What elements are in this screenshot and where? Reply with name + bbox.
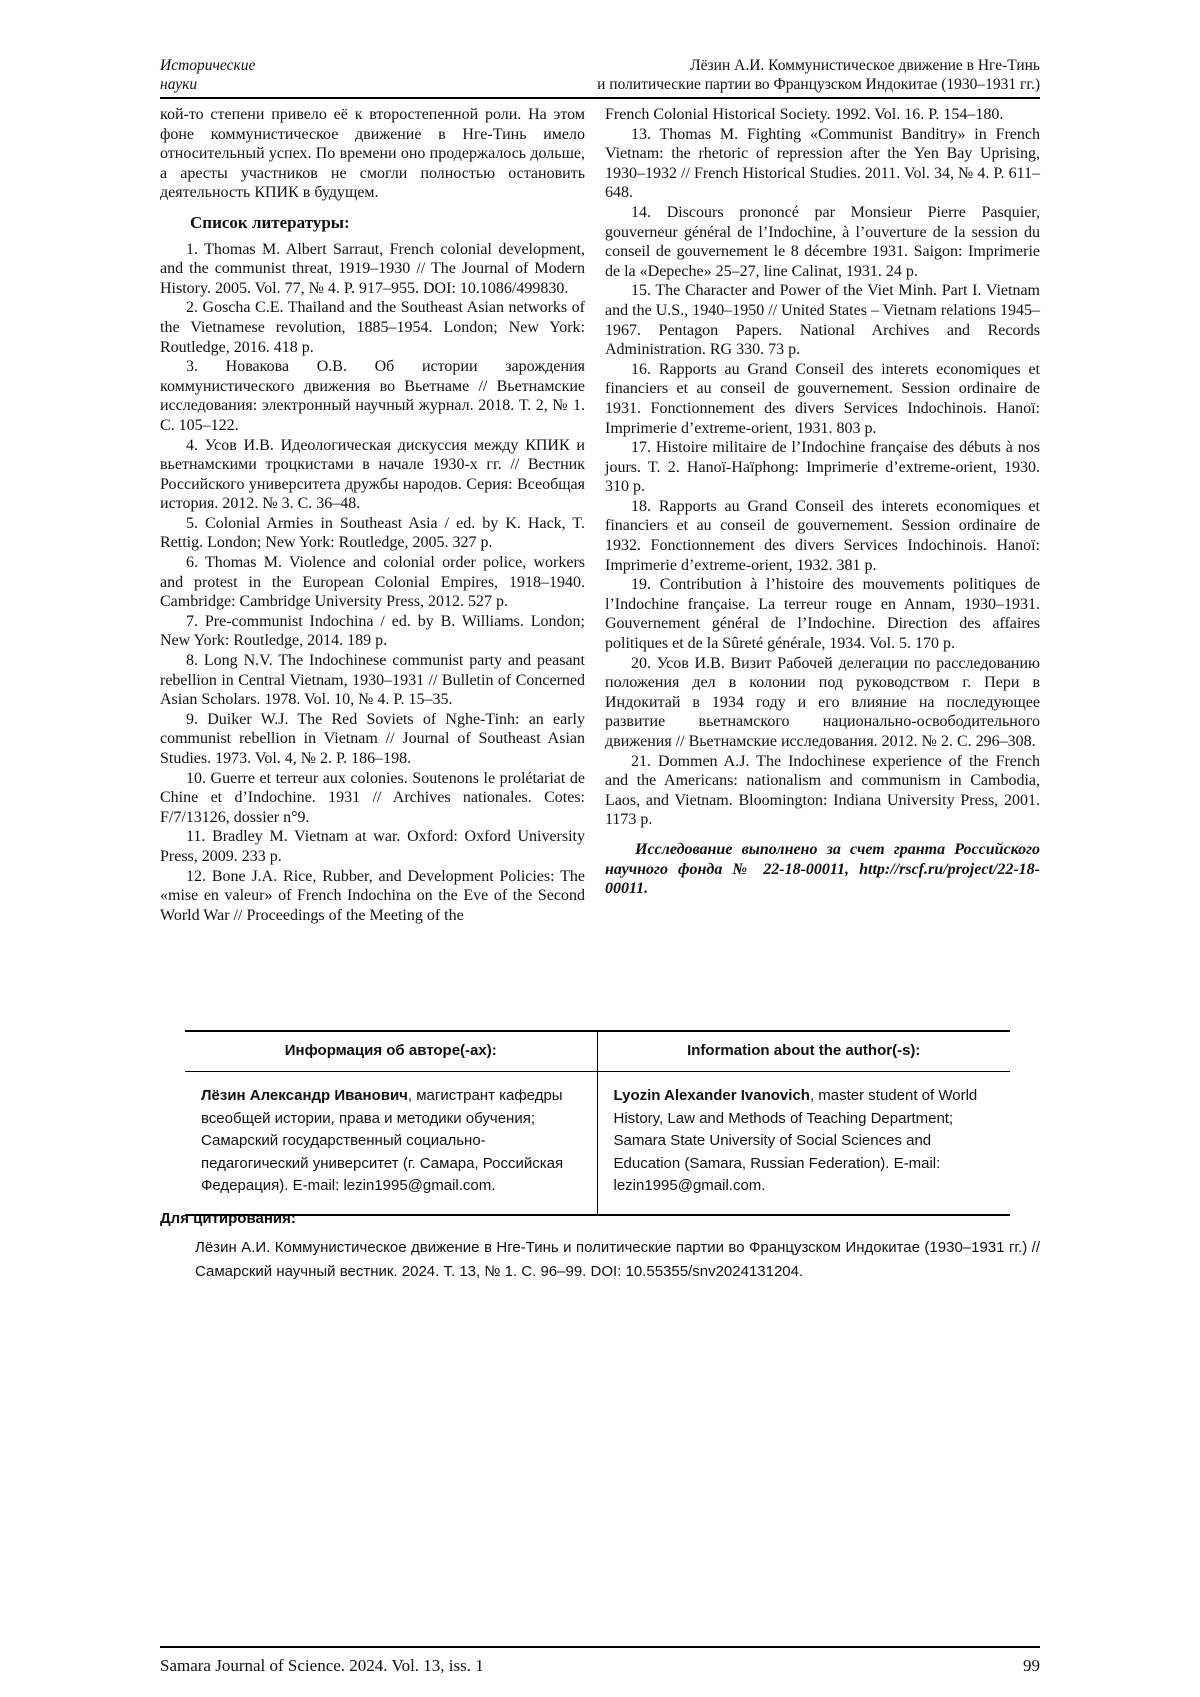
reference-item: 18. Rapports au Grand Conseil des interets economiques et financiers et au conseil de gouvernement. Session ordinaire de 1932. Fonctionnement des divers Services Indochinois. Hanoï: Imprimerie d’extreme-orient, 1932. 381 p.	[605, 497, 1040, 574]
citation-block	[160, 1210, 1040, 1284]
reference-item: 14. Discours prononcé par Monsieur Pierre Pasquier, gouverneur général de l’Indochine, à l’ouverture de la session du conseil de gouvernement le 8 décembre 1931. Saigon: Imprimerie de la «Depeche» 25–27, line Calinat, 1931. 24 p.	[605, 203, 1040, 280]
reference-item: 20. Усов И.В. Визит Рабочей делегации по расследованию положения дел в колонии под руководством г. Пери в Индокитай в 1934 году и его влияние на последующее развитие вьетнамского национально-освободительного движения // Вьетнамские исследования. 2012. № 2. С. 296–308.	[605, 654, 1040, 750]
citation-label: Для цитирования:	[160, 1210, 296, 1227]
author-name-en: Lyozin Alexander Ivanovich	[613, 1087, 810, 1104]
section-label-line2: науки	[160, 76, 198, 93]
reference-item: 11. Bradley M. Vietnam at war. Oxford: Oxford University Press, 2009. 233 p.	[160, 828, 585, 865]
author-info-table	[185, 1030, 1010, 1216]
page-footer	[160, 1646, 1040, 1676]
references-heading: Список литературы:	[190, 212, 350, 232]
author-table-body-row	[185, 1072, 1010, 1214]
reference-item: 2. Goscha C.E. Thailand and the Southeast Asian networks of the Vietnamese revolution, 1885–1954. London; New York: Routledge, 2016. 418 p.	[160, 299, 585, 356]
author-name-ru: Лёзин Александр Иванович	[201, 1087, 408, 1104]
journal-title: Samara Journal of Science. 2024. Vol. 13, iss. 1	[160, 1656, 484, 1675]
table-header-en: Information about the author(-s):	[598, 1032, 1011, 1072]
section-label-line1: Исторические	[160, 57, 256, 74]
reference-item: 3. Новакова О.В. Об истории зарождения коммунистического движения во Вьетнаме // Вьетнамские исследования: электронный научный журнал. 2018. Т. 2, № 1. С. 105–122.	[160, 358, 585, 434]
reference-item: 12. Bone J.A. Rice, Rubber, and Development Policies: The «mise en valeur» of French Indochina on the Eve of the Second World War // Proceedings of the Meeting of the	[160, 867, 585, 924]
reference-item: 5. Colonial Armies in Southeast Asia / ed. by K. Hack, T. Rettig. London; New York: Routledge, 2005. 327 p.	[160, 514, 585, 552]
header-divider	[160, 97, 1040, 99]
running-title-line1: Лёзин А.И. Коммунистическое движение в Нге-Тинь	[690, 57, 1040, 74]
author-table-header-row	[185, 1032, 1010, 1072]
reference-item: 6. Thomas M. Violence and colonial order police, workers and protest in the European Colonial Empires, 1918–1940. Cambridge: Cambridge University Press, 2012. 527 p.	[160, 554, 585, 611]
right-column	[605, 105, 1040, 925]
reference-item: 15. The Character and Power of the Viet Minh. Part I. Vietnam and the U.S., 1940–1950 // United States – Vietnam relations 1945–1967. Pentagon Papers. National Archives and Records Administration. RG 330. 73 p.	[605, 282, 1040, 359]
intro-paragraph: кой-то степени привело её к второстепенной роли. На этом фоне коммунистическое движение в Нге-Тинь имело относительный успех. По времени оно продержалось дольше, а аресты участников не смогли полностью остановить деятельность КПИК в будущем.	[160, 106, 585, 202]
author-info-ru	[185, 1072, 598, 1214]
page-number: 99	[1023, 1656, 1040, 1675]
author-info-en	[598, 1072, 1011, 1214]
reference-item: 17. Histoire militaire de l’Indochine française des débuts à nos jours. T. 2. Hanoï-Haïphong: Imprimerie d’extreme-orient, 1930. 310 p.	[605, 439, 1040, 496]
section-label	[160, 56, 255, 94]
table-header-ru: Информация об авторе(-ах):	[185, 1032, 598, 1072]
running-title	[597, 56, 1040, 94]
reference-item: 16. Rapports au Grand Conseil des interets economiques et financiers et au conseil de gouvernement. Session ordinaire de 1931. Fonctionnement des divers Services Indochinois. Hanoï: Imprimerie d’extreme-orient, 1931. 803 p.	[605, 360, 1040, 437]
reference-item: 13. Thomas M. Fighting «Communist Banditry» in French Vietnam: the rhetoric of repression after the Yen Bay Uprising, 1930–1932 // French Historical Studies. 2011. Vol. 34, № 4. P. 611–648.	[605, 125, 1040, 202]
reference-item: 7. Pre-communist Indochina / ed. by B. Williams. London; New York: Routledge, 2014. 189 p.	[160, 612, 585, 650]
author-details-ru: , магистрант кафедры всеобщей истории, права и методики обучения; Самарский государственный социально-педагогический университет (г. Самара, Российская Федерация). E-mail: lezin1995@gmail.com.	[201, 1087, 564, 1194]
two-column-body	[160, 105, 1040, 925]
reference-item: 4. Усов И.В. Идеологическая дискуссия между КПИК и вьетнамскими троцкистами в начале 1930-х гг. // Вестник Российского университета дружбы народов. Серия: Всеобщая история. 2012. № 3. С. 36–48.	[160, 436, 585, 513]
reference-item: 19. Contribution à l’histoire des mouvements politiques de l’Indochine française. La terreur rouge en Annam, 1930–1931. Gouvernement général de l’Indochine. Direction des affaires politiques et de la Sûreté générale, 1934. Vol. 5. 170 p.	[605, 576, 1040, 653]
left-column	[160, 105, 585, 925]
continuation-paragraph: French Colonial Historical Society. 1992. Vol. 16. P. 154–180.	[605, 106, 1004, 123]
citation-text: Лёзин А.И. Коммунистическое движение в Нге-Тинь и политические партии во Французском Индокитае (1930–1931 гг.) // Самарский научный вестник. 2024. Т. 13, № 1. С. 96–99. DOI: 10.55355/snv2024131204.	[195, 1239, 1040, 1280]
reference-item: 10. Guerre et terreur aux colonies. Soutenons le prolétariat de Chine et d’Indochine. 1931 // Archives nationales. Cotes: F/7/13126, dossier n°9.	[160, 769, 585, 826]
page-content	[160, 0, 1040, 1697]
funding-note: Исследование выполнено за счет гранта Российского научного фонда № 22-18-00011, http://rscf.ru/project/22-18-00011.	[605, 840, 1040, 898]
reference-item: 9. Duiker W.J. The Red Soviets of Nghe-Tinh: an early communist rebellion in Vietnam // Journal of Southeast Asian Studies. 1973. Vol. 4, № 2. P. 186–198.	[160, 710, 585, 767]
page-header	[160, 56, 1040, 94]
reference-item: 1. Thomas M. Albert Sarraut, French colonial development, and the communist threat, 1919–1930 // The Journal of Modern History. 2005. Vol. 77, № 4. P. 917–955. DOI: 10.1086/499830.	[160, 240, 585, 297]
reference-item: 8. Long N.V. The Indochinese communist party and peasant rebellion in Central Vietnam, 1930–1931 // Bulletin of Concerned Asian Scholars. 1978. Vol. 10, № 4. P. 15–35.	[160, 652, 585, 709]
running-title-line2: и политические партии во Французском Индокитае (1930–1931 гг.)	[597, 76, 1040, 93]
reference-item: 21. Dommen A.J. The Indochinese experience of the French and the Americans: nationalism and communism in Cambodia, Laos, and Vietnam. Bloomington: Indiana University Press, 2001. 1173 p.	[605, 752, 1040, 829]
author-details-en: , master student of World History, Law and Methods of Teaching Department; Samara State University of Social Sciences and Education (Samara, Russian Federation). E-mail: lezin1995@gmail.com.	[613, 1087, 978, 1194]
